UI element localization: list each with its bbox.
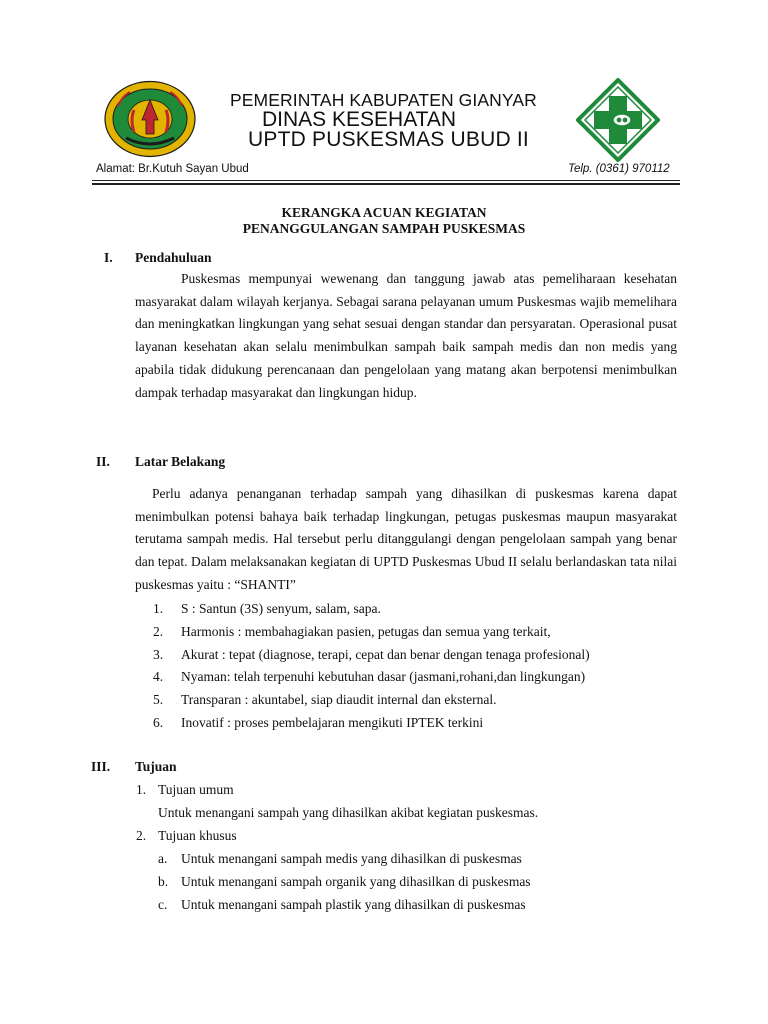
- shanti-item-number: 6.: [153, 715, 164, 730]
- section-3-heading: Tujuan: [135, 759, 177, 774]
- document-title: KERANGKA ACUAN KEGIATAN: [281, 205, 487, 220]
- letterhead-phone: Telp. (0361) 970112: [568, 163, 670, 175]
- tujuan-khusus-number: 2.: [136, 828, 147, 843]
- shanti-item-number: 5.: [153, 692, 164, 707]
- shanti-item-number: 4.: [153, 669, 164, 684]
- letterhead-divider-thick: [92, 183, 680, 185]
- tujuan-khusus-item-letter: b.: [158, 874, 169, 889]
- letterhead-address: Alamat: Br.Kutuh Sayan Ubud: [96, 163, 249, 175]
- tujuan-khusus-label: Tujuan khusus: [158, 828, 237, 843]
- letterhead-divider-thin: [92, 180, 680, 181]
- tujuan-khusus-item: Untuk menangani sampah organik yang dihasilkan di puskesmas: [181, 874, 531, 889]
- shanti-item: Nyaman: telah terpenuhi kebutuhan dasar (jasmani,rohani,dan lingkungan): [181, 669, 586, 684]
- section-2-number: II.: [96, 454, 110, 469]
- document-subtitle: PENANGGULANGAN SAMPAH PUSKESMAS: [242, 221, 526, 236]
- tujuan-khusus-item: Untuk menangani sampah medis yang dihasilkan di puskesmas: [181, 851, 522, 866]
- tujuan-khusus-item-letter: c.: [158, 897, 168, 912]
- shanti-item: Transparan : akuntabel, siap diaudit internal dan eksternal.: [181, 692, 497, 707]
- section-1-paragraph: Puskesmas mempunyai wewenang dan tanggung jawab atas pemeliharaan kesehatan masyarakat dalam wilayah kerjanya. Sebagai sarana pelayanan umum Puskesmas wajib memelihara dan meningkatkan lingkungan yang sehat sesuai dengan standar dan persyaratan. Operasional pusat layanan kesehatan akan selalu menimbulkan sampah baik sampah medis dan non medis yang apabila tidak didukung perencanaan dan pengelolaan yang matang akan berpotensi menimbulkan dampak terhadap masyarakat dan lingkungan hidup.: [135, 271, 677, 400]
- shanti-item: Akurat : tepat (diagnose, terapi, cepat dan benar dengan tenaga profesional): [181, 647, 590, 662]
- puskesmas-logo-icon: [576, 78, 660, 162]
- tujuan-khusus-item-letter: a.: [158, 851, 168, 866]
- letterhead-unit: UPTD PUSKESMAS UBUD II: [248, 128, 529, 151]
- shanti-item: Harmonis : membahagiakan pasien, petugas dan semua yang terkait,: [181, 624, 551, 639]
- shanti-item-number: 1.: [153, 601, 164, 616]
- shanti-item-number: 2.: [153, 624, 164, 639]
- gianyar-emblem-icon: [104, 80, 196, 158]
- section-1-heading: Pendahuluan: [135, 250, 212, 265]
- shanti-item: Inovatif : proses pembelajaran mengikuti IPTEK terkini: [181, 715, 484, 730]
- shanti-item-number: 3.: [153, 647, 164, 662]
- section-2-heading: Latar Belakang: [135, 454, 226, 469]
- tujuan-umum-number: 1.: [136, 782, 147, 797]
- letterhead-department: DINAS KESEHATAN: [262, 108, 457, 131]
- section-1-number: I.: [104, 250, 113, 265]
- shanti-item: S : Santun (3S) senyum, salam, sapa.: [181, 601, 381, 616]
- tujuan-umum-label: Tujuan umum: [158, 782, 234, 797]
- letterhead-government: PEMERINTAH KABUPATEN GIANYAR: [230, 90, 537, 110]
- tujuan-umum-text: Untuk menangani sampah yang dihasilkan akibat kegiatan puskesmas.: [158, 805, 539, 820]
- tujuan-khusus-item: Untuk menangani sampah plastik yang dihasilkan di puskesmas: [181, 897, 526, 912]
- section-3-number: III.: [91, 759, 111, 774]
- section-2-paragraph: Perlu adanya penanganan terhadap sampah yang dihasilkan di puskesmas karena dapat menimbulkan potensi bahaya baik terhadap lingkungan, petugas puskesmas maupun masyarakat terutama sampah medis. Hal tersebut perlu ditanggulangi dengan pengelolaan sampah yang benar dan tepat. Dalam melaksanakan kegiatan di UPTD Puskesmas Ubud II selalu berlandaskan tata nilai puskesmas yaitu : “SHANTI”: [135, 486, 677, 592]
